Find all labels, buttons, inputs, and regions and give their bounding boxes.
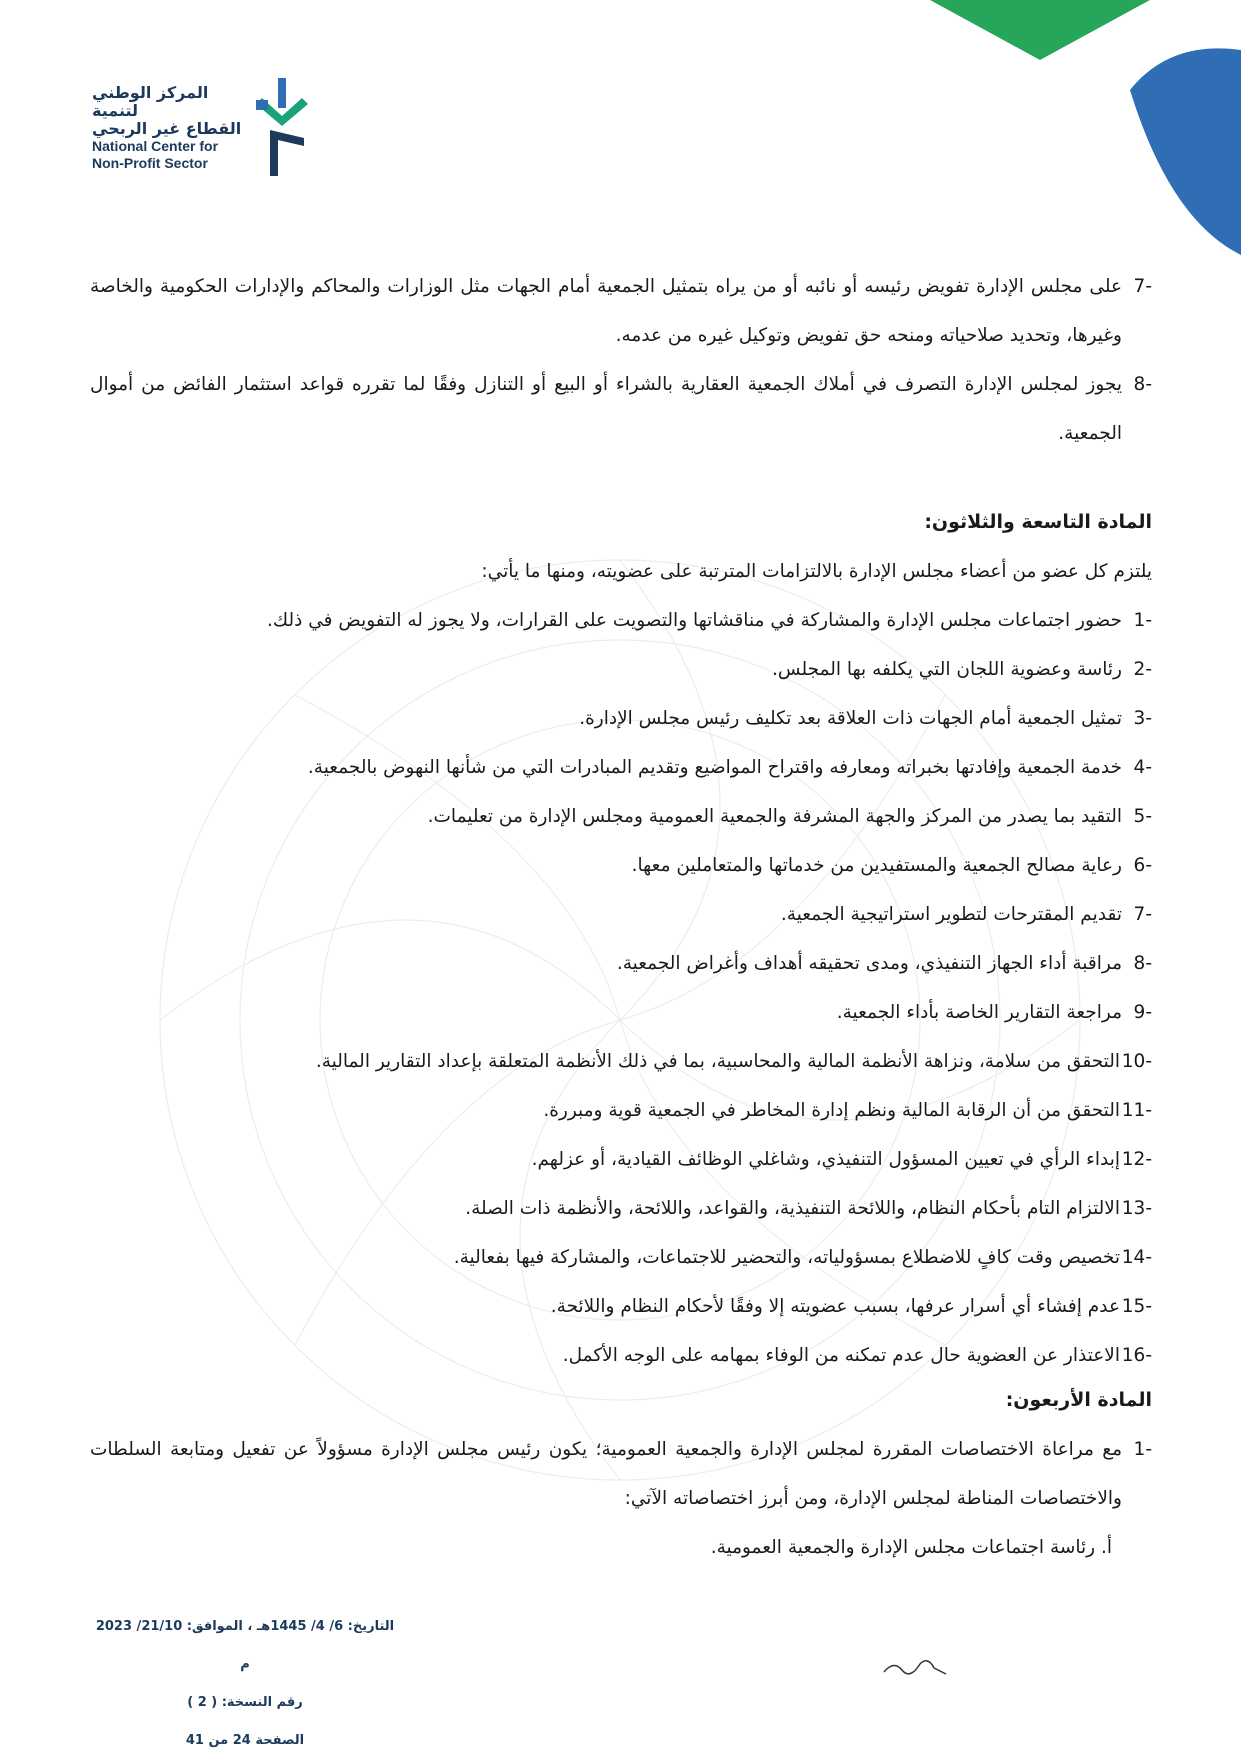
article-title: المادة التاسعة والثلاثون:	[924, 511, 1152, 533]
list-item	[90, 988, 1152, 1037]
item-number: 3-	[1133, 708, 1152, 729]
item-text: إبداء الرأي في تعيين المسؤول التنفيذي، وشاغلي الوظائف القيادية، أو عزلهم.	[531, 1149, 1120, 1170]
logo-name-en-2: Non-Profit Sector	[92, 155, 208, 171]
document-footer	[95, 1608, 395, 1760]
item-text: التحقق من أن الرقابة المالية ونظم إدارة المخاطر في الجمعية قوية ومبررة.	[543, 1100, 1120, 1121]
item-number: 6-	[1133, 855, 1152, 876]
article-39	[90, 498, 1152, 1380]
list-item	[90, 262, 1152, 360]
logo-name-ar-2: القطاع غير الربحي	[92, 119, 242, 138]
green-triangle	[930, 0, 1150, 60]
list-item	[90, 360, 1152, 458]
list-item	[90, 939, 1152, 988]
list-item	[90, 645, 1152, 694]
item-number: 14-	[1121, 1247, 1152, 1268]
article-title: المادة الأربعون:	[1005, 1389, 1152, 1411]
item-text: رعاية مصالح الجمعية والمستفيدين من خدماتها والمتعاملين معها.	[631, 855, 1122, 876]
item-text: تمثيل الجمعية أمام الجهات ذات العلاقة بعد تكليف رئيس مجلس الإدارة.	[579, 708, 1122, 729]
list-item	[90, 1184, 1152, 1233]
item-number: 2-	[1133, 659, 1152, 680]
list-item	[90, 1135, 1152, 1184]
item-text: تقديم المقترحات لتطوير استراتيجية الجمعية.	[780, 904, 1122, 925]
item-text: الاعتذار عن العضوية حال عدم تمكنه من الوفاء بمهامه على الوجه الأكمل.	[562, 1345, 1120, 1366]
item-number: 8-	[1133, 953, 1152, 974]
item-text: تخصيص وقت كافٍ للاضطلاع بمسؤولياته، والتحضير للاجتماعات، والمشاركة فيها بفعالية.	[453, 1247, 1120, 1268]
signature-mark	[880, 1650, 950, 1680]
item-number: 13-	[1121, 1198, 1152, 1219]
item-number: 16-	[1121, 1345, 1152, 1366]
list-item	[90, 1282, 1152, 1331]
logo-name-en-1: National Center for	[92, 138, 219, 154]
item-number: 7-	[1133, 904, 1152, 925]
sub-item	[90, 1523, 1152, 1572]
item-text: مع مراعاة الاختصاصات المقررة لمجلس الإدارة والجمعية العمومية؛ يكون رئيس مجلس الإدارة مسؤولاً عن تفعيل ومتابعة السلطات والاختصاصات المناطة لمجلس الإدارة، ومن أبرز اختصاصاته الآتي:	[90, 1439, 1122, 1509]
blue-shape	[1130, 48, 1241, 255]
list-item	[90, 1425, 1152, 1523]
footer-copy-number: رقم النسخة: ( 2 )	[187, 1695, 303, 1710]
item-text: يجوز لمجلس الإدارة التصرف في أملاك الجمعية العقارية بالشراء أو البيع أو التنازل وفقًا لما تقرره قواعد استثمار الفائض من أموال الجمعية.	[90, 374, 1122, 444]
list-item	[90, 596, 1152, 645]
item-number: 1-	[1133, 1439, 1152, 1460]
logo-name-ar-1: المركز الوطني لتنمية	[92, 83, 209, 120]
item-text: مراجعة التقارير الخاصة بأداء الجمعية.	[836, 1002, 1122, 1023]
list-item	[90, 1086, 1152, 1135]
item-number: 11-	[1121, 1100, 1152, 1121]
list-item	[90, 1233, 1152, 1282]
list-item	[90, 694, 1152, 743]
ncnp-logo	[92, 78, 332, 188]
item-text: التحقق من سلامة، ونزاهة الأنظمة المالية والمحاسبية، بما في ذلك الأنظمة المتعلقة بإعداد التقارير المالية.	[315, 1051, 1120, 1072]
sub-item-text: أ. رئاسة اجتماعات مجلس الإدارة والجمعية العمومية.	[710, 1537, 1112, 1558]
item-text: على مجلس الإدارة تفويض رئيسه أو نائبه أو من يراه بتمثيل الجمعية أمام الجهات مثل الوزارات والمحاكم والإدارات الحكومية والخاصة وغيرها، وتحديد صلاحياته ومنحه حق تفويض وتوكيل غيره من عدمه.	[90, 276, 1122, 346]
logo-mark-icon	[252, 78, 322, 178]
item-text: خدمة الجمعية وإفادتها بخبراته ومعارفه واقتراح المواضيع وتقديم المبادرات التي من شأنها النهوض بالجمعية.	[307, 757, 1122, 778]
list-item	[90, 743, 1152, 792]
list-item	[90, 841, 1152, 890]
continuation-list	[90, 262, 1152, 458]
article-intro: يلتزم كل عضو من أعضاء مجلس الإدارة بالالتزامات المترتبة على عضويته، ومنها ما يأتي:	[481, 561, 1152, 582]
item-number: 4-	[1133, 757, 1152, 778]
item-text: رئاسة وعضوية اللجان التي يكلفه بها المجلس.	[772, 659, 1122, 680]
item-number: 7-	[1133, 276, 1152, 297]
article-40	[90, 1376, 1152, 1572]
item-number: 1-	[1133, 610, 1152, 631]
list-item	[90, 1331, 1152, 1380]
list-item	[90, 890, 1152, 939]
item-text: عدم إفشاء أي أسرار عرفها، بسبب عضويته إلا وفقًا لأحكام النظام واللائحة.	[550, 1296, 1120, 1317]
item-text: الالتزام التام بأحكام النظام، واللائحة التنفيذية، والقواعد، واللائحة، والأنظمة ذات الصلة.	[465, 1198, 1120, 1219]
item-number: 8-	[1133, 374, 1152, 395]
item-number: 5-	[1133, 806, 1152, 827]
footer-date: التاريخ: 6/ 4/ 1445هـ ، الموافق: 21/10/ 2023 م	[95, 1619, 395, 1672]
item-number: 12-	[1121, 1149, 1152, 1170]
item-number: 15-	[1121, 1296, 1152, 1317]
logo-text	[92, 84, 242, 172]
item-text: مراقبة أداء الجهاز التنفيذي، ومدى تحقيقه أهداف وأغراض الجمعية.	[616, 953, 1122, 974]
item-number: 10-	[1121, 1051, 1152, 1072]
item-text: التقيد بما يصدر من المركز والجهة المشرفة والجمعية العمومية ومجلس الإدارة من تعليمات.	[427, 806, 1122, 827]
list-item	[90, 792, 1152, 841]
footer-page-number: الصفحة 24 من 41	[185, 1733, 305, 1748]
item-number: 9-	[1133, 1002, 1152, 1023]
item-text: حضور اجتماعات مجلس الإدارة والمشاركة في مناقشاتها والتصويت على القرارات، ولا يجوز له التفويض في ذلك.	[267, 610, 1122, 631]
list-item	[90, 1037, 1152, 1086]
